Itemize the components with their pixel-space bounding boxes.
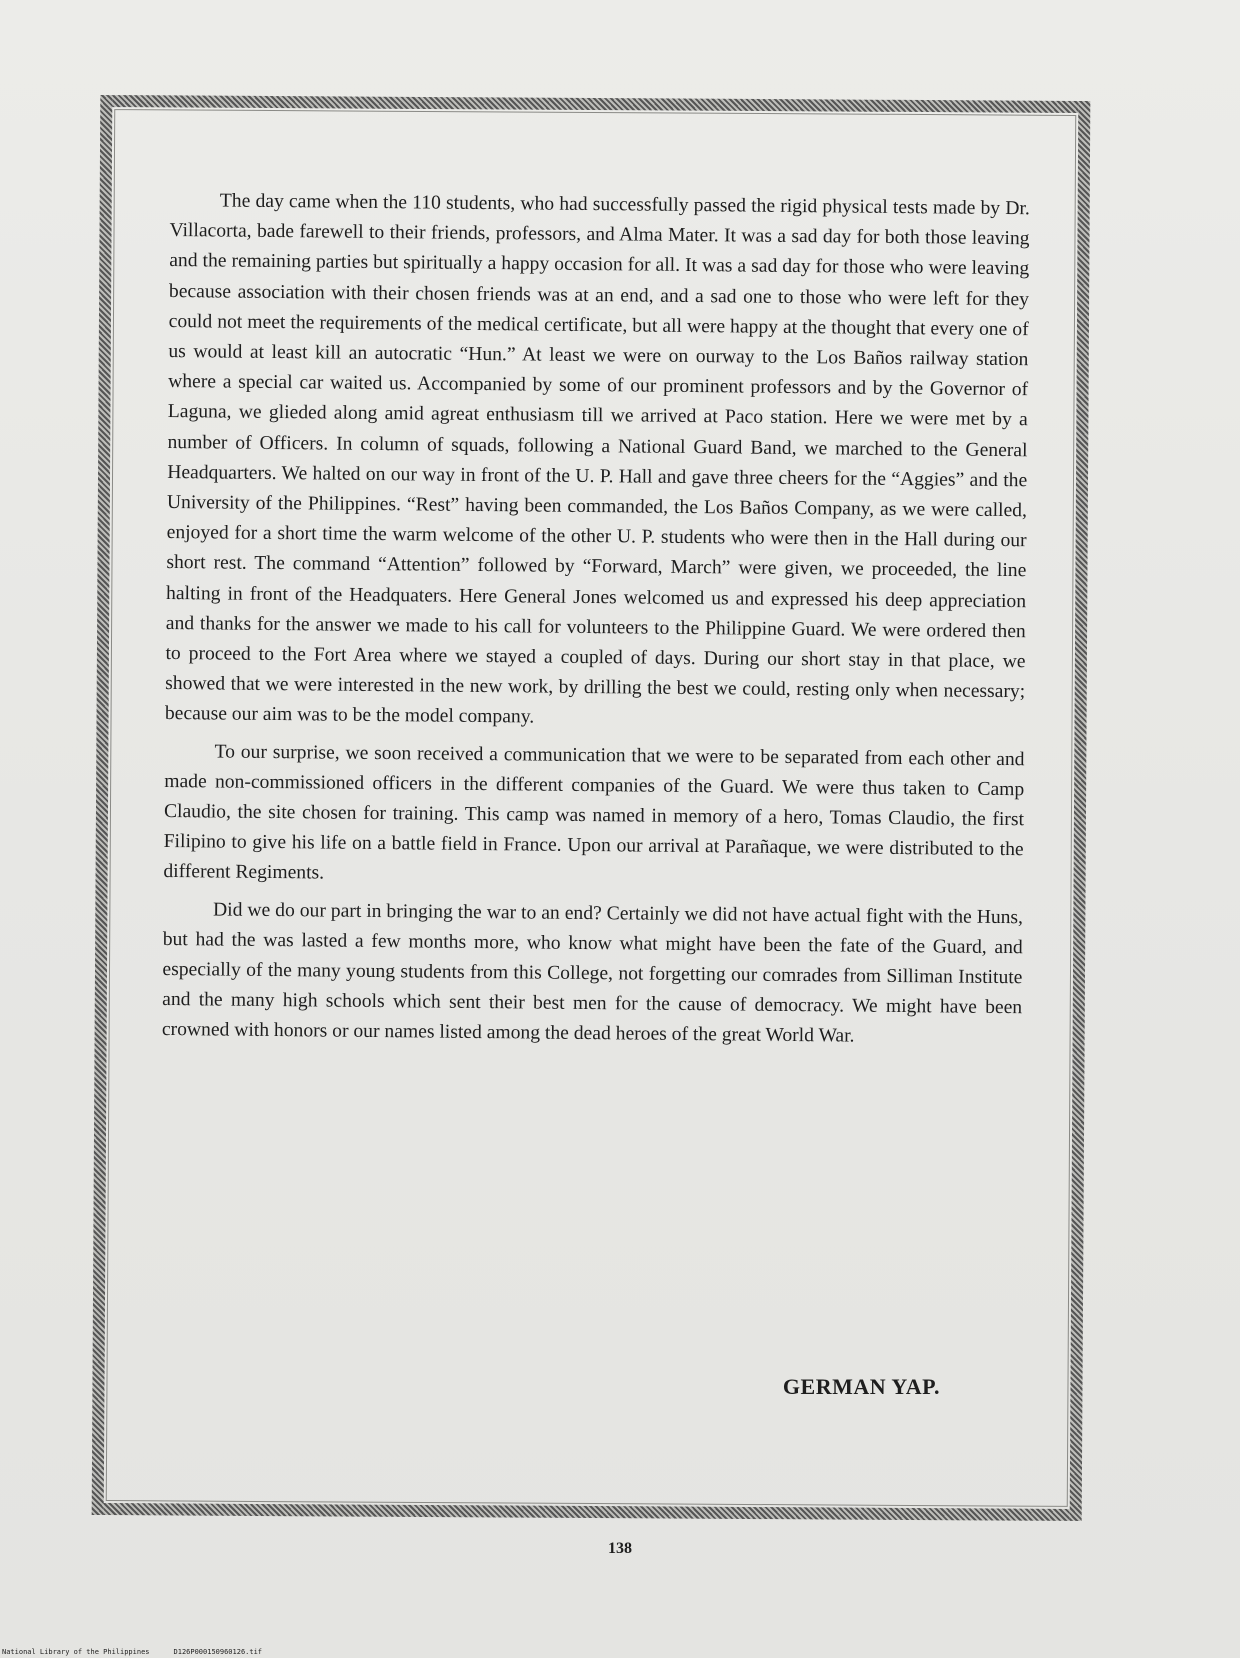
article-body xyxy=(162,186,1030,1061)
footer-file: D126P000150960126.tif xyxy=(173,1648,263,1656)
paragraph-3: Did we do our part in bringing the war to an end? Certainly we did not have actual fight with the Huns, but had the was lasted a few months more, who know what might have been the fate of the Guard, and especially of the many young students from this College, not forgetting our comrades from Silliman Institute and the many high schools which sent their best men for the cause of democracy. We might have been crowned with honors or our names listed among the dead heroes of the great World War. xyxy=(161,899,1024,1048)
scan-footer xyxy=(2,1648,262,1656)
page-number: 138 xyxy=(608,1540,632,1557)
footer-library: National Library of the Philippines xyxy=(2,1648,150,1656)
paragraph-1: The day came when the 110 students, who had successfully passed the rigid physical tests made by Dr. Villacorta, bade farewell to their friends, professors, and Alma Mater. It was a sad day for both those leaving and the remaining parties but spiritually a happy occasion for all. It was a sad day for those who were leaving because association with their chosen friends was at an end, and a sad one to those who were left for they could not meet the requirements of the medical certificate, but all were happy at the thought that every one of us would at least kill an autocratic “Hun.” At least we were on ourway to the Los Baños railway station where a special car waited us. Accompanied by some of our prominent professors and by the Governor of Laguna, we glieded along amid agreat enthusiasm till we arrived at Paco station. Here we were met by a number of Officers. In column of squads, following a National Guard Band, we marched to the General Headquarters. We halted on our way in front of the U. P. Hall and gave three cheers for the “Aggies” and the University of the Philippines. “Rest” having been commanded, the Los Baños Company, as we were called, enjoyed for a short time the warm welcome of the other U. P. students who were then in the Hall during our short rest. The command “Attention” followed by “Forward, March” were given, we proceeded, the line halting in front of the Headquaters. Here General Jones welcomed us and expressed his deep appreciation and thanks for the answer we made to his call for volunteers to the Philippine Guard. We were ordered then to proceed to the Fort Area where we stayed a coupled of days. During our short stay in that place, we showed that we were interested in the new work, by drilling the best we could, resting only when necessary; because our aim was to be the model company. xyxy=(164,190,1030,728)
paragraph-2: To our surprise, we soon received a communication that we were to be separated from each other and made non-commissioned officers in the different companies of the Guard. We were thus taken to Camp Claudio, the site chosen for training. This camp was named in memory of a hero, Tomas Claudio, the first Filipino to give his life on a battle field in France. Upon our arrival at Parañaque, we were distributed to the different Regiments. xyxy=(163,741,1025,884)
author-signature: GERMAN YAP. xyxy=(782,1374,940,1399)
